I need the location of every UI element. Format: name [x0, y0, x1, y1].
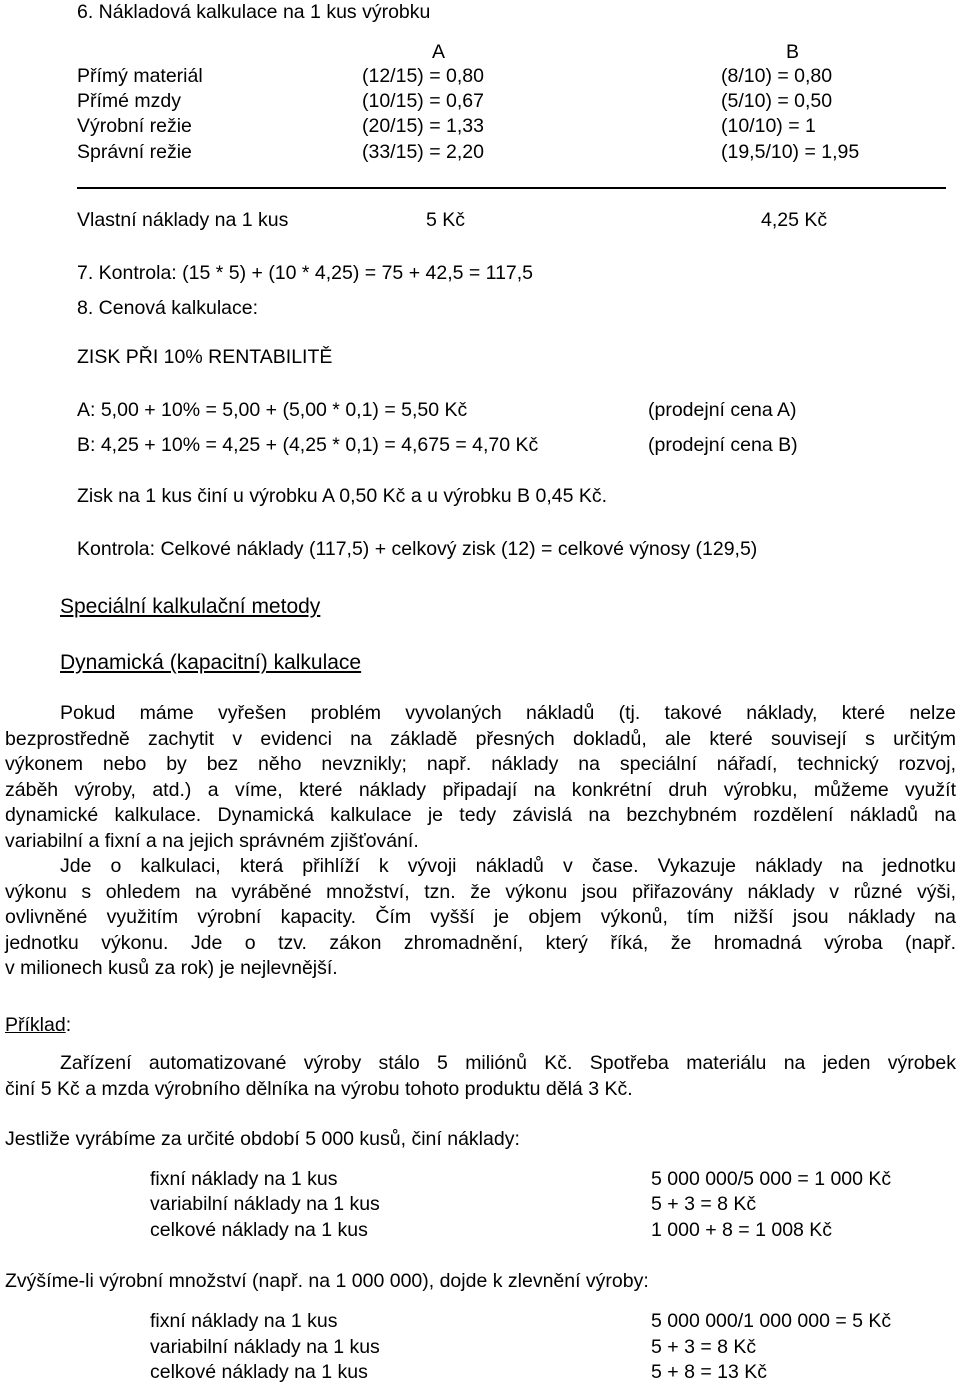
cost-row-label: Přímé mzdy — [77, 90, 182, 112]
cost-row-label: Přímý materiál — [77, 65, 203, 87]
case-1-row-value: 5 000 000/5 000 = 1 000 Kč — [651, 1168, 892, 1190]
cost-row-b: (19,5/10) = 1,95 — [721, 141, 860, 163]
special-methods-heading: Speciální kalkulační metody — [60, 595, 321, 618]
dynamic-calc-heading: Dynamická (kapacitní) kalkulace — [60, 651, 362, 674]
case-1-row-label: variabilní náklady na 1 kus — [150, 1193, 380, 1215]
case-2-row-label: celkové náklady na 1 kus — [150, 1361, 368, 1383]
paragraph-dynamic-calc — [5, 701, 956, 854]
cost-row-label: Výrobní režie — [77, 115, 192, 137]
item-8-heading: 8. Cenová kalkulace: — [77, 297, 259, 319]
profit-line: Zisk na 1 kus činí u výrobku A 0,50 Kč a u výrobku B 0,45 Kč. — [77, 485, 608, 507]
cost-row-a: (33/15) = 2,20 — [362, 141, 484, 163]
calc-a-note: (prodejní cena A) — [648, 399, 797, 421]
case-2-row-label: variabilní náklady na 1 kus — [150, 1336, 380, 1358]
paragraph-line: Zařízení automatizované výroby stálo 5 miliónů Kč. Spotřeba materiálu na jeden výrobek — [60, 1052, 956, 1074]
check-line: Kontrola: Celkové náklady (117,5) + celkový zisk (12) = celkové výnosy (129,5) — [77, 538, 758, 560]
total-b: 4,25 Kč — [761, 209, 828, 231]
case-2-row-label: fixní náklady na 1 kus — [150, 1310, 338, 1332]
calc-b-note: (prodejní cena B) — [648, 434, 798, 456]
case-1-row-value: 1 000 + 8 = 1 008 Kč — [651, 1219, 833, 1241]
example-label — [5, 1013, 71, 1037]
paragraph-line: činí 5 Kč a mzda výrobního dělníka na výrobu tohoto produktu dělá 3 Kč. — [5, 1077, 633, 1100]
paragraph-time-costs — [5, 854, 956, 982]
paragraph-line: dynamické kalkulace. Dynamická kalkulace je tedy závislá na bezchybném rozdělení nákladů na — [5, 804, 956, 826]
case-1-row-label: celkové náklady na 1 kus — [150, 1219, 368, 1241]
paragraph-line: Jde o kalkulaci, která přihlíží k vývoji nákladů v čase. Vykazuje náklady na jednotku — [60, 855, 956, 877]
cost-row-b: (10/10) = 1 — [721, 115, 816, 137]
section-6-title: 6. Nákladová kalkulace na 1 kus výrobku — [77, 1, 431, 23]
cost-row-a: (20/15) = 1,33 — [362, 115, 484, 137]
calc-a: A: 5,00 + 10% = 5,00 + (5,00 * 0,1) = 5,50 Kč — [77, 399, 468, 421]
example-label-text: Příklad — [5, 1014, 66, 1036]
total-label: Vlastní náklady na 1 kus — [77, 209, 289, 231]
example-label-colon: : — [65, 1014, 72, 1036]
paragraph-line: Pokud máme vyřešen problém vyvolaných nákladů (tj. takové náklady, které nelze — [60, 702, 956, 724]
paragraph-example — [5, 1051, 956, 1102]
paragraph-line: bezprostředně zachytit v evidenci na základě přesných dokladů, ale které souvisejí s určitým — [5, 727, 956, 750]
cost-row-b: (8/10) = 0,80 — [721, 65, 833, 87]
case-1-intro: Jestliže vyrábíme za určité období 5 000 kusů, činí náklady: — [5, 1128, 520, 1150]
profit-heading: ZISK PŘI 10% RENTABILITĚ — [77, 346, 333, 368]
paragraph-line: variabilní a fixní a na jejich správném zjišťování. — [5, 829, 419, 852]
column-a-header: A — [432, 41, 446, 63]
cost-row-a: (10/15) = 0,67 — [362, 90, 484, 112]
total-a: 5 Kč — [426, 209, 466, 231]
cost-row-a: (12/15) = 0,80 — [362, 65, 484, 87]
paragraph-line: v milionech kusů za rok) je nejlevnější. — [5, 957, 338, 979]
paragraph-line: výkonu s ohledem na vyráběné množství, tzn. že výkonu jsou přiřazovány náklady v různé výši, — [5, 880, 956, 903]
case-2-intro: Zvýšíme-li výrobní množství (např. na 1 000 000), dojde k zlevnění výroby: — [5, 1270, 649, 1292]
case-2-row-value: 5 + 8 = 13 Kč — [651, 1361, 768, 1383]
case-1-row-value: 5 + 3 = 8 Kč — [651, 1193, 757, 1215]
case-2-row-value: 5 000 000/1 000 000 = 5 Kč — [651, 1310, 892, 1332]
paragraph-line: jednotku výkonu. Jde o tzv. zákon zhromadnění, který říká, že hromadná výroba (např. — [5, 931, 956, 954]
paragraph-line: záběh výroby, atd.) a víme, které náklady připadají na konkrétní druh výrobku, můžeme využít — [5, 778, 956, 801]
case-2-row-value: 5 + 3 = 8 Kč — [651, 1336, 757, 1358]
paragraph-line: ovlivněné využitím výrobní kapacity. Čím vyšší je objem výkonů, tím nižší jsou náklady na — [5, 906, 956, 928]
total-divider — [77, 187, 946, 189]
cost-row-b: (5/10) = 0,50 — [721, 90, 833, 112]
cost-row-label: Správní režie — [77, 141, 192, 163]
calc-b: B: 4,25 + 10% = 4,25 + (4,25 * 0,1) = 4,675 = 4,70 Kč — [77, 434, 539, 456]
column-b-header: B — [786, 41, 800, 63]
case-1-row-label: fixní náklady na 1 kus — [150, 1168, 338, 1190]
paragraph-line: výkonem nebo by bez něho nevznikly; např. náklady na speciální nářadí, technický rozvoj, — [5, 753, 956, 775]
item-7-check: 7. Kontrola: (15 * 5) + (10 * 4,25) = 75 + 42,5 = 117,5 — [77, 262, 534, 284]
